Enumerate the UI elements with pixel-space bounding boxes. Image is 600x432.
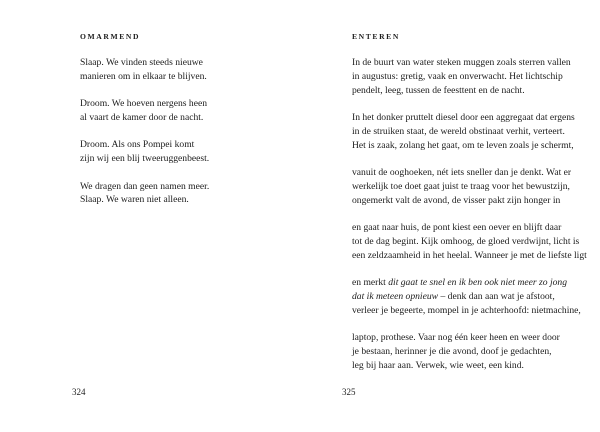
stanza (80, 56, 280, 84)
poem-line: verleer je begeerte, mompel in je achterhoofd: nietmachine, (352, 304, 581, 316)
poem-line: zijn wij een blij tweeruggenbeest. (80, 153, 210, 165)
right-page (300, 0, 600, 432)
poem-line: Slaap. We vinden steeds nieuwe (80, 57, 203, 68)
line-text: – denk dan aan wat je afstoot, (438, 290, 555, 302)
poem-title-enteren: ENTEREN (352, 32, 400, 41)
poem-line: in augustus: gretig, vaak en onverwacht. Het lichtschip (352, 70, 563, 82)
stanza (352, 276, 592, 317)
stanza (352, 331, 592, 372)
poem-line: je bestaan, herinner je die avond, doof je gedachten, (352, 345, 552, 357)
poem-line: in de struiken staat, de wereld obstinaat verhit, verteert. (352, 125, 565, 137)
page-number: 325 (342, 387, 356, 397)
stanza (352, 56, 592, 97)
stanza (80, 180, 280, 208)
poem-line: In de buurt van water steken muggen zoals sterren vallen (352, 57, 571, 68)
poem-line (352, 276, 592, 290)
poem-line: leg bij haar aan. Verwek, wie weet, een kind. (352, 359, 524, 371)
poem-title-omarmend: OMARMEND (80, 32, 141, 41)
poem-line: vanuit de ooghoeken, nét iets sneller dan je denkt. Wat er (352, 166, 572, 178)
poem-line: al vaart de kamer door de nacht. (80, 111, 204, 123)
poem-line: tot de dag begint. Kijk omhoog, de gloed verdwijnt, licht is (352, 235, 580, 247)
page-number: 324 (72, 387, 86, 397)
poem-omarmend (80, 56, 280, 221)
stanza (352, 166, 592, 207)
poem-line: Droom. We hoeven nergens heen (80, 98, 208, 110)
poem-line: laptop, prothese. Vaar nog één keer heen en weer door (352, 331, 560, 343)
poem-enteren (352, 56, 592, 386)
poem-line: pendelt, leeg, tussen de feesttent en de nacht. (352, 84, 525, 96)
stanza (352, 221, 592, 262)
poem-line: werkelijk toe doet gaat juist te traag voor het bewustzijn, (352, 180, 570, 192)
poem-line (352, 290, 592, 304)
poem-line: We dragen dan geen namen meer. (80, 180, 210, 192)
stanza (80, 97, 280, 125)
poem-line: Slaap. We waren niet alleen. (80, 194, 189, 206)
poem-line: en gaat naar huis, de pont kiest een oever en blijft daar (352, 221, 562, 233)
line-text: en merkt (352, 276, 389, 288)
poem-line: manieren om in elkaar te blijven. (80, 70, 207, 82)
italic-quote: dat ik meteen opnieuw (352, 290, 439, 302)
stanza (352, 111, 592, 152)
italic-quote: dit gaat te snel en ik ben ook niet meer zo jong (388, 276, 568, 288)
poem-line: een zeldzaamheid in het heelal. Wanneer je met de liefste ligt (352, 249, 587, 261)
poem-line: Het is zaak, zolang het gaat, om te leven zoals je schermt, (352, 139, 574, 151)
poem-line: In het donker pruttelt diesel door een aggregaat dat ergens (352, 111, 575, 123)
poem-line: ongemerkt valt de avond, de visser pakt zijn honger in (352, 194, 561, 206)
poem-line: Droom. Als ons Pompei komt (80, 139, 195, 151)
stanza (80, 138, 280, 166)
